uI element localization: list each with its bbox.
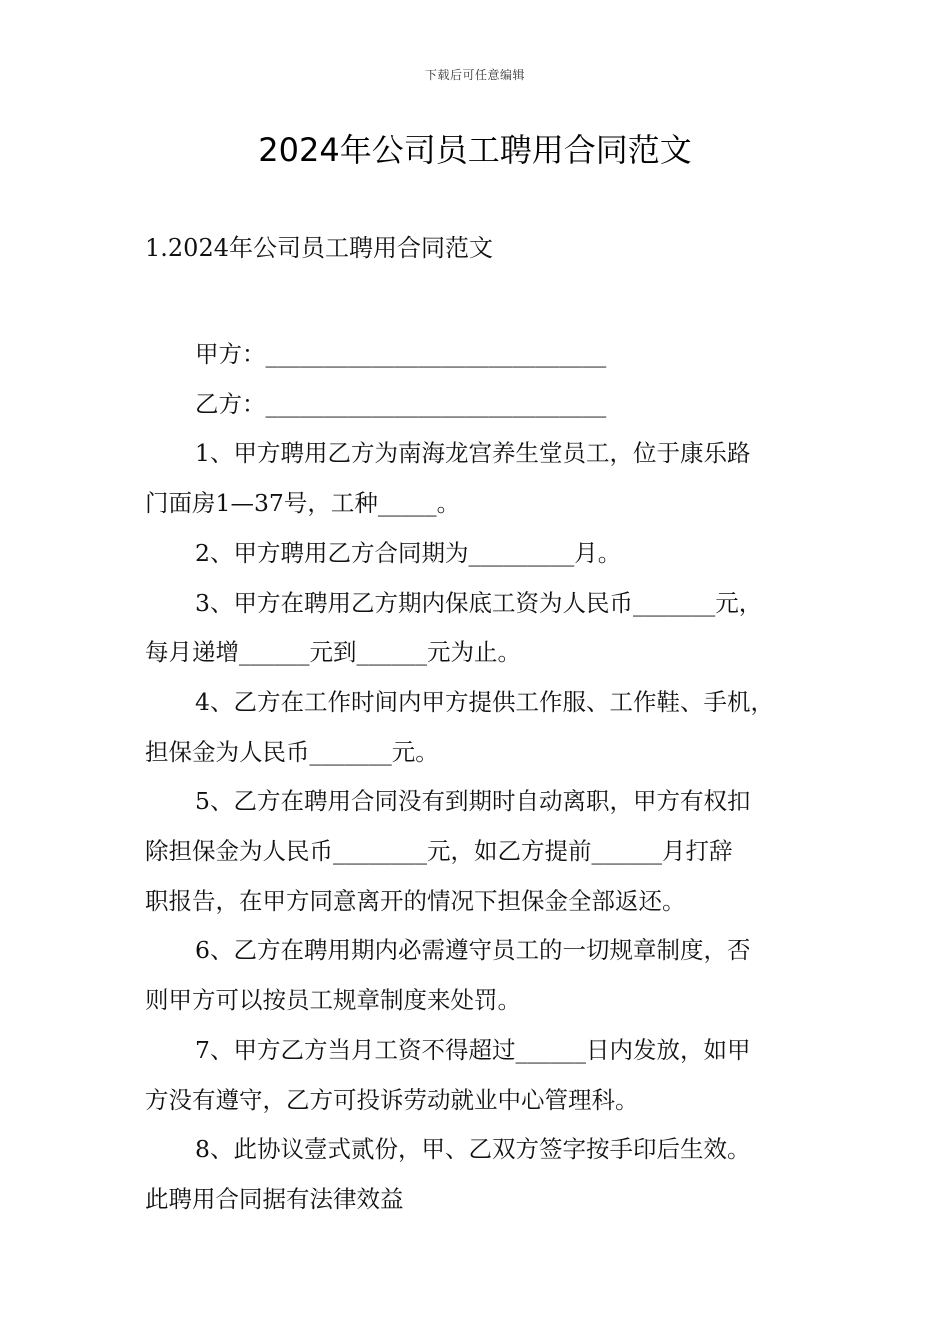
clause-5 [145,777,810,926]
clause-line: 门面房1—37号，工种_____。 [145,489,461,518]
clause-line: 担保金为人民币_______元。 [145,737,439,766]
clause-1 [145,429,810,528]
clause-line: 8、此协议壹式贰份，甲、乙双方签字按手印后生效。 [195,1135,751,1164]
clause-line: 职报告，在甲方同意离开的情况下担保金全部返还。 [145,886,686,915]
clause-line: 方没有遵守，乙方可投诉劳动就业中心管理科。 [145,1085,639,1114]
clause-6 [145,926,810,1025]
clause-line: 3、甲方在聘用乙方期内保底工资为人民币_______元， [195,588,763,617]
clause-7 [145,1026,810,1125]
clause-4 [145,678,810,777]
clause-line: 4、乙方在工作时间内甲方提供工作服、工作鞋、手机， [195,687,774,716]
party-b-line: 乙方：_____________________________ [195,389,607,418]
clause-line: 此聘用合同据有法律效益 [145,1184,404,1213]
section-heading: 1.2024年公司员工聘用合同范文 [145,234,493,262]
clause-line: 每月递增______元到______元为止。 [145,638,521,667]
clause-line: 1、甲方聘用乙方为南海龙宫养生堂员工，位于康乐路 [195,439,751,468]
clause-8 [145,1125,810,1224]
contract-body [145,330,810,1225]
party-a-line: 甲方：_____________________________ [195,340,607,368]
clause-line: 除担保金为人民币________元，如乙方提前______月打辞 [145,837,733,866]
clause-line: 7、甲方乙方当月工资不得超过______日内发放，如甲 [195,1035,751,1064]
header-note: 下载后可任意编辑 [424,68,525,82]
clause-line: 5、乙方在聘用合同没有到期时自动离职，甲方有权扣 [195,787,751,816]
clause-2 [145,529,810,579]
clause-line: 6、乙方在聘用期内必需遵守员工的一切规章制度，否 [195,936,751,965]
document-title: 2024年公司员工聘用合同范文 [258,131,692,169]
clause-line: 2、甲方聘用乙方合同期为_________月。 [195,538,622,567]
clause-3 [145,579,810,678]
clause-line: 则甲方可以按员工规章制度来处罚。 [145,986,521,1015]
